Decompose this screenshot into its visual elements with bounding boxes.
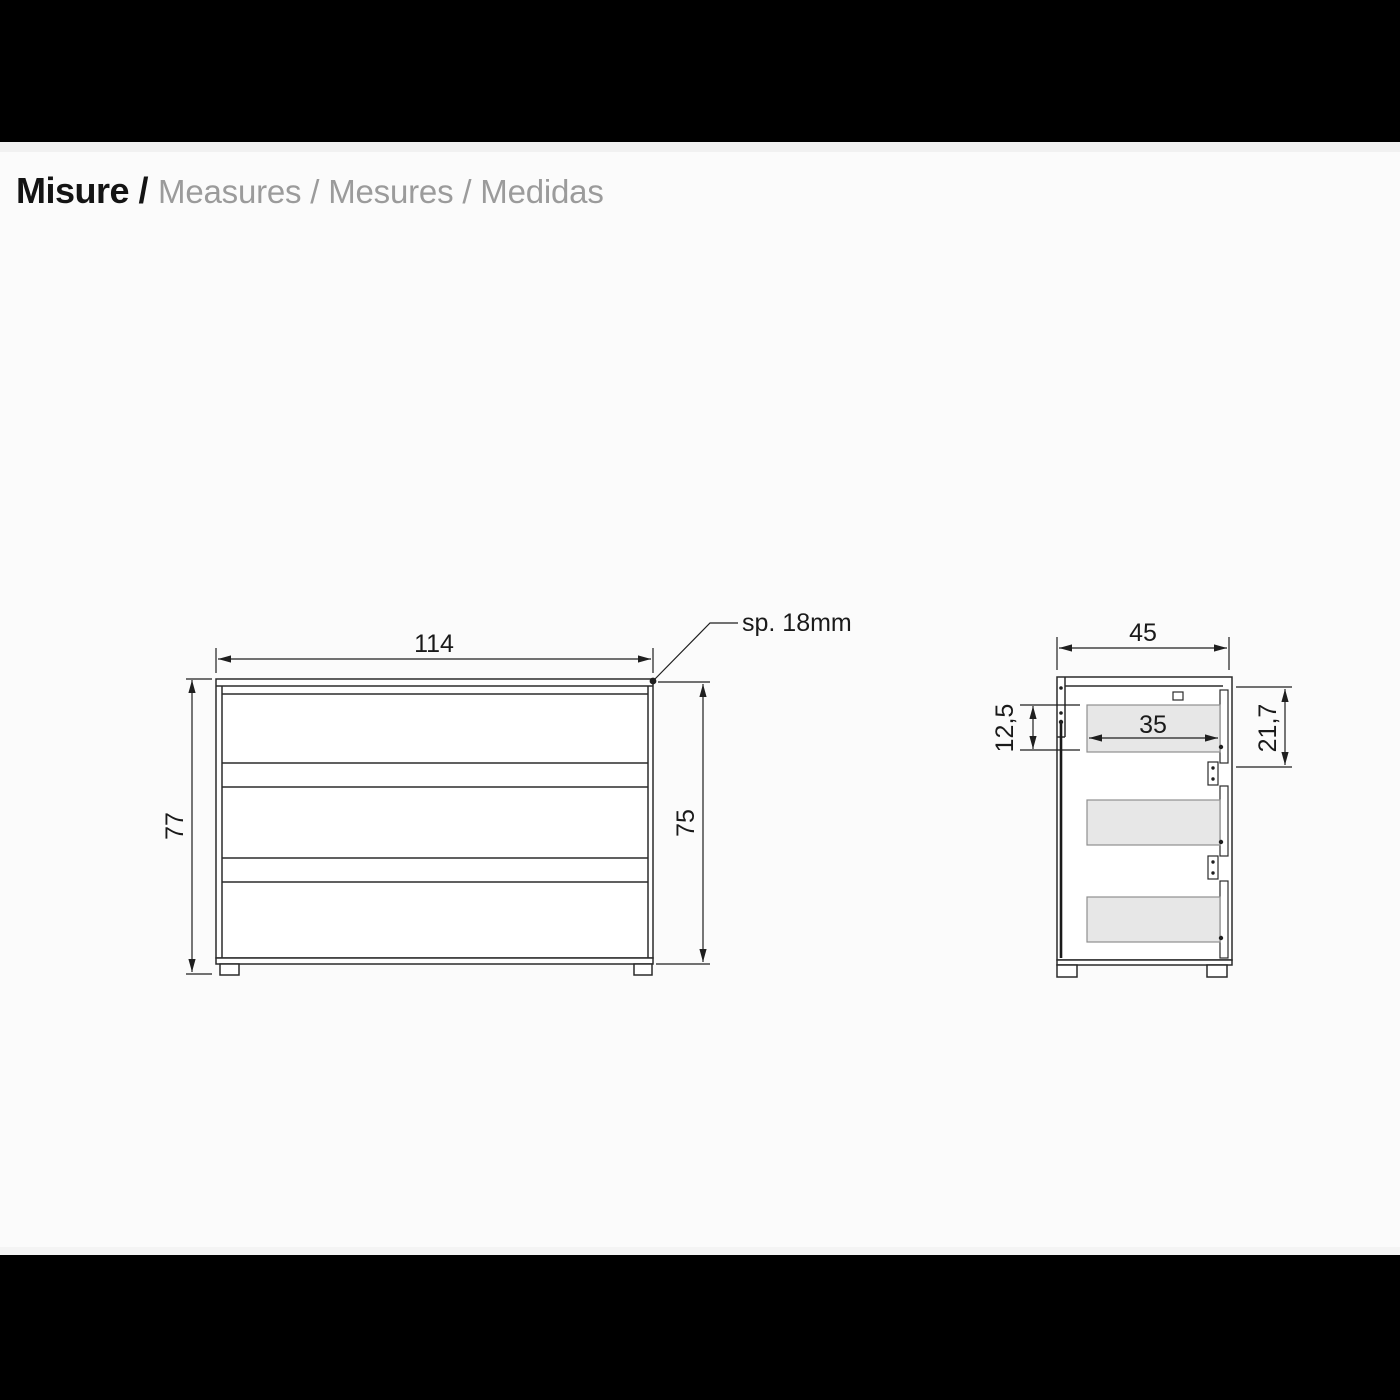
front-dimension-height-total	[161, 679, 212, 974]
front-dimension-height-carcass	[656, 682, 710, 964]
side-top-zone-value: 21,7	[1254, 703, 1282, 753]
page-title	[16, 170, 604, 212]
front-height-total-value: 77	[161, 812, 189, 840]
front-left-foot	[220, 964, 239, 975]
front-thickness-value: sp. 18mm	[742, 609, 852, 637]
front-width-value: 114	[414, 630, 454, 658]
letterbox-bottom-bar	[0, 1255, 1400, 1400]
side-drawer-2	[1087, 800, 1220, 845]
side-view-drawing	[980, 600, 1320, 1000]
side-base-band	[1057, 960, 1232, 965]
front-height-carcass-value: 75	[672, 809, 700, 837]
leader-dot	[650, 678, 657, 685]
front-view-drawing	[150, 600, 870, 1000]
front-thickness-note	[650, 609, 852, 684]
bottom-shade-strip	[0, 1247, 1400, 1255]
side-drawer-3	[1087, 897, 1220, 942]
side-drawer-boxes	[1087, 705, 1223, 942]
side-drawer-depth-value: 35	[1139, 711, 1167, 739]
front-dimension-width	[216, 630, 653, 673]
front-base-band	[216, 958, 653, 964]
title-primary: Misure /	[16, 170, 149, 211]
side-dimension-depth	[1057, 619, 1229, 670]
cam-lock-detail	[1173, 692, 1183, 700]
front-cabinet-outline	[216, 679, 653, 975]
top-shade-strip	[0, 142, 1400, 152]
side-drawer-front-value: 12,5	[991, 703, 1019, 753]
side-dimension-top-zone	[1236, 687, 1292, 767]
front-right-foot	[634, 964, 652, 975]
side-front-edge-strip	[1220, 690, 1228, 958]
side-left-foot	[1057, 965, 1077, 977]
side-depth-value: 45	[1129, 619, 1157, 647]
letterbox-top-bar	[0, 0, 1400, 142]
side-right-foot	[1207, 965, 1227, 977]
title-secondary: Measures / Mesures / Medidas	[158, 173, 604, 210]
